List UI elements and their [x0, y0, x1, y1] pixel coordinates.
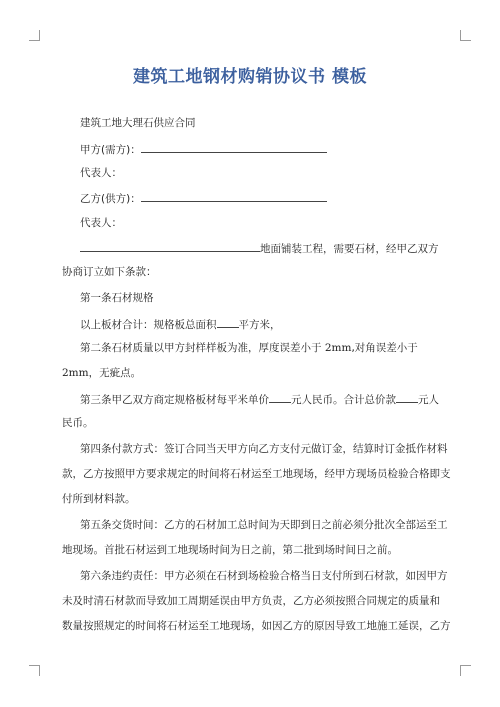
article-1-text-b: 平方米， — [238, 319, 281, 331]
article-5-line-1: 第五条交货时间：乙方的石材加工总时间为天即到日之前必须分批次全部运至工 — [80, 519, 448, 531]
intro-line-2: 协商订立如下条款： — [62, 266, 157, 278]
contract-subtitle: 建筑工地大理石供应合同 — [80, 117, 196, 129]
article-4-line-2: 款，乙方按照甲方要求规定的时间将石材运至工地现场，经甲方现场员检验合格即支 — [62, 468, 451, 480]
page-corner-mark-bottom-left — [29, 665, 40, 676]
project-name-blank[interactable] — [80, 240, 260, 252]
article-6-line-2: 未及时清石材款而导致加工周期延误由甲方负责，乙方必须按照合同规定的质量和 — [62, 595, 440, 607]
article-3-line-1 — [80, 391, 439, 407]
article-3-text-b: 元人民币。合计总价款 — [291, 394, 396, 406]
total-area-blank[interactable] — [217, 316, 239, 328]
article-2-text-c: ，无疵点。 — [88, 367, 142, 379]
diagonal-tolerance: 2mm — [62, 367, 89, 379]
article-3-text-a: 第三条甲乙双方商定规格板材每平米单价 — [80, 394, 269, 406]
intro-line-1 — [80, 240, 439, 256]
rep-b-label: 代表人： — [80, 217, 122, 229]
unit-price-blank[interactable] — [269, 391, 291, 403]
article-4-line-3: 付所到材料款。 — [62, 493, 136, 505]
party-a-line — [80, 141, 327, 157]
article-5-line-2: 地现场。首批石材运到工地现场时间为日之前，第二批到场时间日之前。 — [62, 544, 398, 556]
article-1-line — [80, 316, 281, 332]
thickness-tolerance: 2mm — [324, 342, 352, 354]
party-a-blank[interactable] — [141, 141, 327, 153]
party-b-label: 乙方(供方)： — [80, 193, 141, 205]
article-2-line-2 — [62, 366, 141, 380]
document-title: 建筑工地钢材购销协议书 模板 — [133, 67, 367, 87]
page-corner-mark-top-right — [460, 30, 471, 41]
article-3-text-c: 元人 — [418, 394, 439, 406]
article-1-heading: 第一条石材规格 — [80, 292, 154, 304]
page-corner-mark-top-left — [29, 30, 40, 41]
intro-tail: 地面铺装工程，需要石材，经甲乙双方 — [260, 243, 439, 255]
article-6-line-3: 数量按照规定的时间将石材运至工地现场，如因乙方的原因导致工地施工延误，乙方 — [62, 620, 451, 632]
rep-a-label: 代表人： — [80, 167, 122, 179]
article-4-line-1: 第四条付款方式：签订合同当天甲方向乙方支付元做订金，结算时订金抵作材料 — [80, 443, 448, 455]
page-corner-mark-bottom-right — [460, 665, 471, 676]
article-2-line-1 — [80, 341, 418, 355]
article-3-line-2: 民币。 — [62, 417, 94, 429]
party-b-line — [80, 190, 327, 206]
party-a-label: 甲方(需方)： — [80, 144, 141, 156]
total-price-blank[interactable] — [396, 391, 418, 403]
article-2-text-a: 第二条石材质量以甲方封样样板为准，厚度误差小于 — [80, 342, 325, 354]
article-6-line-1: 第六条违约责任：甲方必须在石材到场检验合格当日支付所到石材款，如因甲方 — [80, 570, 448, 582]
article-2-text-b: ,对角误差小于 — [351, 342, 418, 354]
party-b-blank[interactable] — [141, 190, 327, 202]
article-1-text-a: 以上板材合计：规格板总面积 — [80, 319, 217, 331]
